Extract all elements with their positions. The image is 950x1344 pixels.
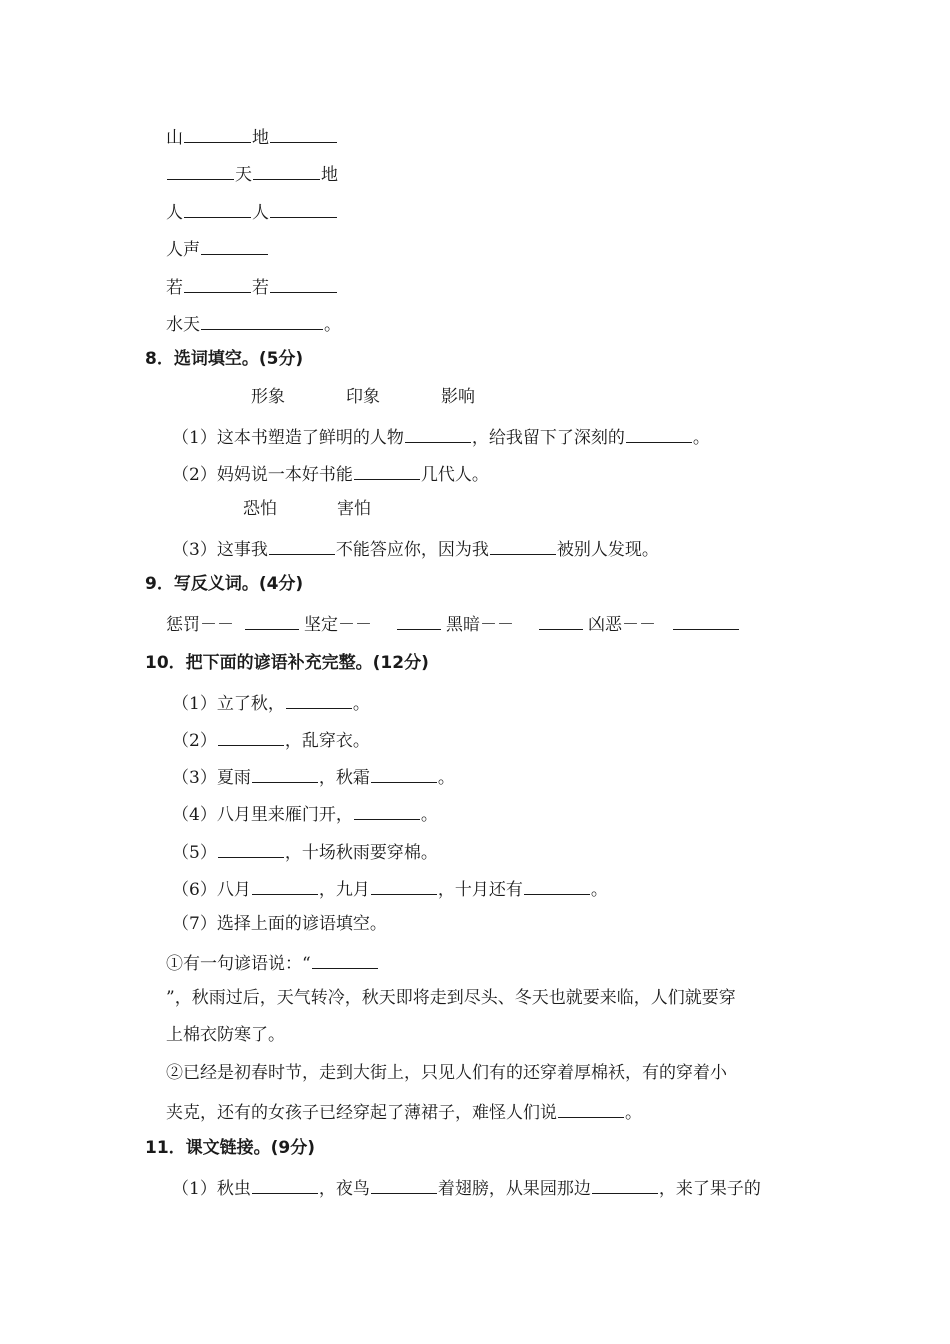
word-option: 害怕	[337, 499, 371, 519]
question-10-title: 10．把下面的谚语补充完整。(12分)	[145, 653, 429, 673]
item-text: 。	[590, 880, 608, 900]
item-text: 几代人。	[420, 465, 489, 485]
item-text: （5）	[172, 843, 217, 863]
answer-blank[interactable]	[592, 1175, 658, 1194]
idiom-line-5	[166, 274, 338, 298]
answer-blank[interactable]	[252, 764, 318, 783]
answer-blank[interactable]	[371, 876, 437, 895]
answer-blank[interactable]	[354, 801, 420, 820]
idiom-text: 。	[324, 315, 341, 335]
answer-blank[interactable]	[167, 161, 234, 180]
question-9-title: 9．写反义词。(4分)	[145, 574, 304, 594]
q8-word-options-2	[243, 498, 371, 522]
q10-item-2	[172, 727, 370, 751]
idiom-text: 人	[166, 203, 183, 223]
answer-blank[interactable]	[252, 876, 318, 895]
question-11-title: 11．课文链接。(9分)	[145, 1138, 316, 1158]
answer-blank[interactable]	[269, 536, 335, 555]
idiom-line-2	[166, 161, 338, 185]
answer-blank[interactable]	[253, 161, 320, 180]
q10-item-7: （7）选择上面的谚语填空。	[172, 914, 387, 934]
item-text: （3）夏雨	[172, 768, 251, 788]
idiom-text: 地	[252, 128, 269, 148]
question-8-title: 8．选词填空。(5分)	[145, 349, 304, 369]
q10-sentence-2-line-1: ②已经是初春时节，走到大街上，只见人们有的还穿着厚棉袄，有的穿着小	[166, 1063, 727, 1083]
antonym-word: 黑暗－－	[446, 615, 514, 635]
item-text: （1）这本书塑造了鲜明的人物	[172, 428, 404, 448]
item-text: ，夜鸟	[318, 1179, 370, 1199]
item-text: ，九月	[318, 880, 370, 900]
answer-blank[interactable]	[270, 199, 337, 218]
item-text: 。	[625, 1103, 642, 1123]
answer-blank[interactable]	[371, 1175, 437, 1194]
answer-blank[interactable]	[524, 876, 590, 895]
q10-sentence-1-line-1	[166, 950, 379, 974]
item-text: （1）秋虫	[172, 1179, 251, 1199]
item-text: ，十场秋雨要穿棉。	[284, 843, 438, 863]
answer-blank[interactable]	[312, 950, 378, 969]
answer-blank[interactable]	[270, 274, 337, 293]
antonym-word: 坚定－－	[304, 615, 372, 635]
item-text: ，给我留下了深刻的	[471, 428, 625, 448]
item-text: ，来了果子的	[658, 1179, 761, 1199]
answer-blank[interactable]	[558, 1099, 624, 1118]
answer-blank[interactable]	[218, 839, 284, 858]
item-text: ，十月还有	[437, 880, 523, 900]
item-text: 。	[437, 768, 455, 788]
q10-sentence-2-line-2	[166, 1099, 642, 1123]
q11-item-1	[172, 1175, 761, 1199]
item-text: （6）八月	[172, 880, 251, 900]
idiom-text: 若	[252, 278, 269, 298]
q10-item-3	[172, 764, 455, 788]
idiom-text: 若	[166, 278, 183, 298]
word-option: 恐怕	[243, 499, 277, 519]
idiom-line-6	[166, 311, 341, 335]
q10-sentence-1-line-2: ”，秋雨过后，天气转冷，秋天即将走到尽头、冬天也就要来临，人们就要穿	[166, 988, 736, 1008]
item-text: ①有一句谚语说：“	[166, 954, 311, 974]
answer-blank[interactable]	[490, 536, 556, 555]
answer-blank[interactable]	[397, 611, 441, 630]
q8-item-3	[172, 536, 659, 560]
answer-blank[interactable]	[673, 611, 739, 630]
answer-blank[interactable]	[270, 124, 337, 143]
item-text: 被别人发现。	[556, 540, 659, 560]
word-option: 印象	[346, 387, 380, 407]
idiom-text: 天	[235, 165, 252, 185]
idiom-text: 水天	[166, 315, 200, 335]
q8-item-1	[172, 424, 710, 448]
idiom-text: 地	[321, 165, 338, 185]
antonym-word: 凶恶－－	[588, 615, 656, 635]
item-text: 着翅膀，从果园那边	[437, 1179, 591, 1199]
answer-blank[interactable]	[252, 1175, 318, 1194]
item-text: ，秋霜	[318, 768, 370, 788]
q9-antonyms	[166, 611, 740, 635]
item-text: （2）	[172, 731, 217, 751]
item-text: 夹克，还有的女孩子已经穿起了薄裙子，难怪人们说	[166, 1103, 557, 1123]
answer-blank[interactable]	[184, 124, 251, 143]
answer-blank[interactable]	[184, 199, 251, 218]
answer-blank[interactable]	[286, 690, 352, 709]
q10-sentence-1-line-3: 上棉衣防寒了。	[166, 1025, 285, 1045]
item-text: 。	[692, 428, 710, 448]
q10-item-4	[172, 801, 438, 825]
idiom-line-4	[166, 236, 269, 260]
item-text: ，乱穿衣。	[284, 731, 370, 751]
q10-item-6	[172, 876, 608, 900]
idiom-line-3	[166, 199, 338, 223]
item-text: （1）立了秋，	[172, 694, 285, 714]
answer-blank[interactable]	[184, 274, 251, 293]
answer-blank[interactable]	[218, 727, 284, 746]
idiom-text: 人声	[166, 240, 200, 260]
answer-blank[interactable]	[354, 461, 420, 480]
answer-blank[interactable]	[201, 311, 323, 330]
item-text: 。	[352, 694, 370, 714]
answer-blank[interactable]	[539, 611, 583, 630]
answer-blank[interactable]	[201, 236, 268, 255]
answer-blank[interactable]	[405, 424, 471, 443]
item-text: 。	[420, 805, 438, 825]
answer-blank[interactable]	[371, 764, 437, 783]
idiom-text: 山	[166, 128, 183, 148]
word-option: 影响	[441, 387, 475, 407]
item-text: （4）八月里来雁门开，	[172, 805, 353, 825]
word-option: 形象	[251, 387, 285, 407]
answer-blank[interactable]	[626, 424, 692, 443]
idiom-text: 人	[252, 203, 269, 223]
antonym-word: 惩罚－－	[166, 615, 234, 635]
q8-word-options-1	[251, 386, 475, 410]
answer-blank[interactable]	[245, 611, 299, 630]
q10-item-5	[172, 839, 438, 863]
item-text: （3）这事我	[172, 540, 268, 560]
idiom-line-1	[166, 124, 338, 148]
q10-item-1	[172, 690, 370, 714]
item-text: 不能答应你，因为我	[335, 540, 489, 560]
item-text: （2）妈妈说一本好书能	[172, 465, 353, 485]
q8-item-2	[172, 461, 489, 485]
